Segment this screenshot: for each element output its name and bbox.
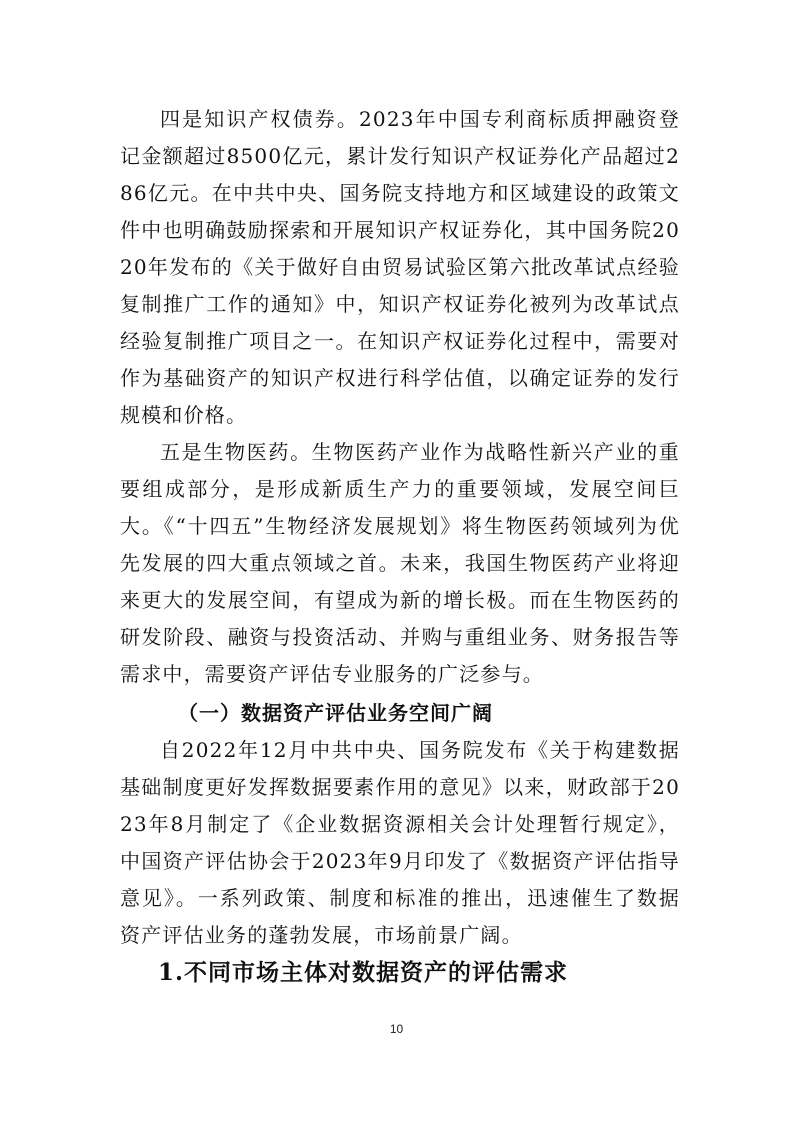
- paragraph-biomedicine-text: 五是生物医药。生物医药产业作为战略性新兴产业的重要组成部分，是形成新质生产力的重要领域，发展空间巨大。《“十四五”生物经济发展规划》将生物医药领域列为优先发展的四大重点领域之首。未来，我国生物医药产业将迎来更大的发展空间，有望成为新的增长极。而在生物医药的研发阶段、融资与投资活动、并购与重组业务、财务报告等需求中，需要资产评估专业服务的广泛参与。: [120, 440, 680, 686]
- paragraph-biomedicine: [120, 434, 680, 693]
- paragraph-data-assets-text: 自2022年12月中共中央、国务院发布《关于构建数据基础制度更好发挥数据要素作用的意见》以来，财政部于2023年8月制定了《企业数据资源相关会计处理暂行规定》，中国资产评估协会于2023年9月印发了《数据资产评估指导意见》。一系列政策、制度和标准的推出，迅速催生了数据资产评估业务的蓬勃发展，市场前景广阔。: [120, 738, 680, 947]
- subsection-heading-market-demand: 1.不同市场主体对数据资产的评估需求: [158, 959, 569, 986]
- paragraph-data-assets: [120, 732, 680, 954]
- paragraph-ip-bonds: [120, 101, 680, 434]
- page-number: 10: [389, 1022, 404, 1036]
- section-heading-data-asset-evaluation: （一）数据资产评估业务空间广阔: [178, 701, 493, 725]
- paragraph-ip-bonds-text: 四是知识产权债券。2023年中国专利商标质押融资登记金额超过8500亿元，累计发行知识产权证券化产品超过286亿元。在中共中央、国务院支持地方和区域建设的政策文件中也明确鼓励探索和开展知识产权证券化，其中国务院2020年发布的《关于做好自由贸易试验区第六批改革试点经验复制推广工作的通知》中，知识产权证券化被列为改革试点经验复制推广项目之一。在知识产权证券化过程中，需要对作为基础资产的知识产权进行科学估值，以确定证券的发行规模和价格。: [120, 107, 680, 427]
